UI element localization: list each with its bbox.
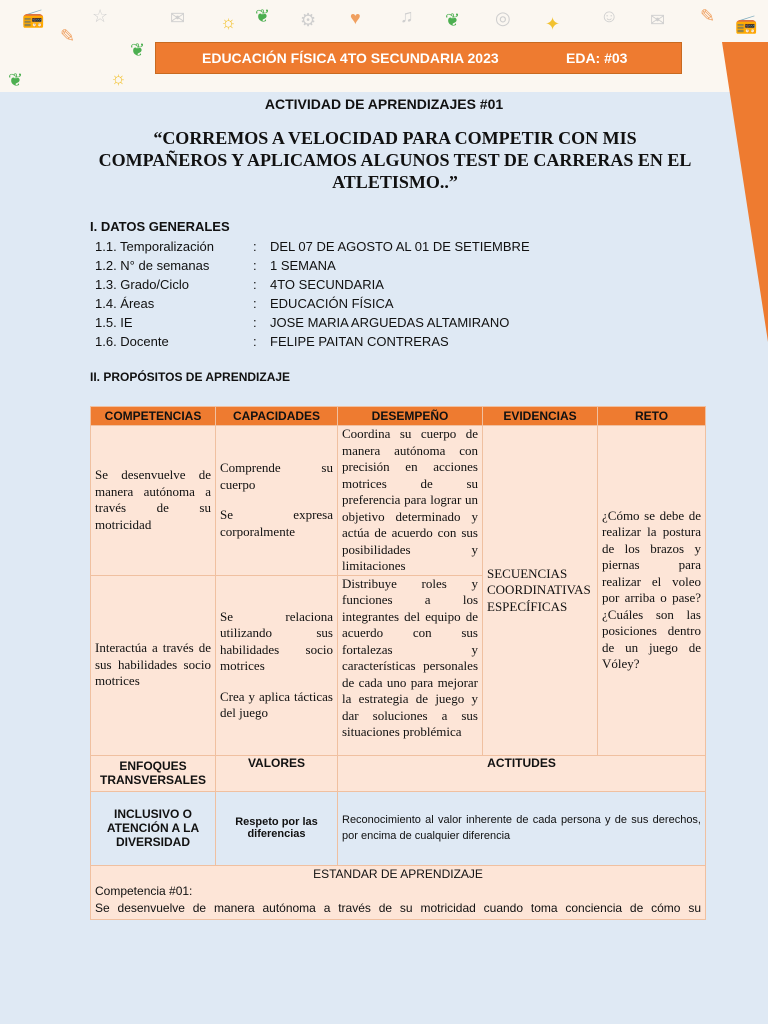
plant-icon: ❦ <box>255 6 271 26</box>
data-label: 1.4. Áreas <box>95 296 155 311</box>
globe-icon: ◎ <box>495 8 511 28</box>
capacidad-cell <box>216 426 338 576</box>
spacer <box>220 493 333 507</box>
pencil-icon: ✎ <box>700 6 716 26</box>
data-label: 1.5. IE <box>95 315 133 330</box>
enfoques-header-row <box>91 755 706 791</box>
music-icon: ♫ <box>400 6 414 26</box>
capacidad-text: Se expresa corporalmente <box>220 507 333 539</box>
eda-label: EDA: #03 <box>566 50 628 66</box>
evidencias-cell: SECUENCIAS COORDINATIVAS ESPECÍFICAS <box>483 426 598 756</box>
table-row <box>91 426 706 576</box>
data-colon: : <box>253 239 257 254</box>
data-row <box>95 258 695 277</box>
data-colon: : <box>253 296 257 311</box>
data-label: 1.2. N° de semanas <box>95 258 210 273</box>
sun-icon: ☼ <box>110 68 127 88</box>
propositos-heading: II. PROPÓSITOS DE APRENDIZAJE <box>90 370 291 384</box>
enfoque-cell: INCLUSIVO O ATENCIÓN A LA DIVERSIDAD <box>91 791 216 865</box>
data-row <box>95 315 695 334</box>
enfoques-row <box>91 791 706 865</box>
estandar-cell <box>91 865 706 919</box>
column-header: DESEMPEÑO <box>338 407 483 426</box>
people-icon: ☺ <box>600 6 619 26</box>
data-value: FELIPE PAITAN CONTRERAS <box>270 334 449 349</box>
estandar-competencia: Competencia #01: <box>95 883 193 898</box>
capacidad-text: Comprende su cuerpo <box>220 460 333 492</box>
heart-icon: ♥ <box>350 8 361 28</box>
table-header-row <box>91 407 706 426</box>
radio-icon: 📻 <box>22 8 45 28</box>
spacer <box>220 675 333 689</box>
desempeno-cell: Coordina su cuerpo de manera autónoma con precisión en acciones motrices de su preferencia para lograr un objetivo determinado y actúa de acuerdo con sus posibilidades y limitaciones <box>338 426 483 576</box>
data-value: EDUCACIÓN FÍSICA <box>270 296 394 311</box>
data-label: 1.3. Grado/Ciclo <box>95 277 189 292</box>
course-title: EDUCACIÓN FÍSICA 4TO SECUNDARIA 2023 <box>202 50 499 66</box>
capacidad-cell <box>216 575 338 755</box>
estandar-row <box>91 865 706 919</box>
leaf-icon: ❦ <box>130 40 146 60</box>
bulb-icon: ✦ <box>545 14 561 34</box>
data-label: 1.6. Docente <box>95 334 169 349</box>
sun-icon: ☼ <box>220 12 237 32</box>
propositos-table <box>90 406 706 920</box>
estandar-text: Se desenvuelve de manera autónoma a través de su motricidad cuando toma conciencia de cómo su <box>95 900 701 915</box>
data-row <box>95 277 695 296</box>
data-value: DEL 07 DE AGOSTO AL 01 DE SETIEMBRE <box>270 239 530 254</box>
actitud-cell: Reconocimiento al valor inherente de cada persona y de sus derechos, por encima de cualquier diferencia <box>338 791 706 865</box>
book-icon: ✉ <box>170 8 186 28</box>
enfoques-header: ENFOQUES TRANSVERSALES <box>91 755 216 791</box>
column-header: EVIDENCIAS <box>483 407 598 426</box>
pencil-icon: ✎ <box>60 26 76 46</box>
competencia-cell: Interactúa a través de sus habilidades socio motrices <box>91 575 216 755</box>
data-value: 4TO SECUNDARIA <box>270 277 384 292</box>
chat-icon: ✉ <box>650 10 666 30</box>
orange-decor-stripe <box>722 42 768 342</box>
reto-cell: ¿Cómo se debe de realizar la postura de los brazos y piernas para realizar el voleo por arriba o pase? ¿Cuáles son las posiciones dentro de un juego de Vóley? <box>598 426 706 756</box>
datos-generales-heading: I. DATOS GENERALES <box>90 219 230 234</box>
radio-icon: 📻 <box>735 14 758 34</box>
data-value: JOSE MARIA ARGUEDAS ALTAMIRANO <box>270 315 510 330</box>
data-label: 1.1. Temporalización <box>95 239 214 254</box>
plant-icon: ❦ <box>445 10 461 30</box>
estandar-heading: ESTANDAR DE APRENDIZAJE <box>313 866 483 881</box>
data-colon: : <box>253 277 257 292</box>
star-icon: ☆ <box>92 6 109 26</box>
gear-icon: ⚙ <box>300 10 317 30</box>
valor-cell: Respeto por las diferencias <box>216 791 338 865</box>
data-value: 1 SEMANA <box>270 258 336 273</box>
data-colon: : <box>253 334 257 349</box>
leaf-icon: ❦ <box>8 70 24 90</box>
desempeno-cell: Distribuye roles y funciones a los integrantes del equipo de acuerdo con sus fortalezas y características personales de cada uno para mejorar la estrategia de juego y dar soluciones a sus situaciones problémica <box>338 575 483 755</box>
competencia-cell: Se desenvuelve de manera autónoma a través de su motricidad <box>91 426 216 576</box>
data-colon: : <box>253 258 257 273</box>
capacidad-text: Se relaciona utilizando sus habilidades socio motrices <box>220 608 333 673</box>
actitudes-header: ACTITUDES <box>338 755 706 791</box>
data-colon: : <box>253 315 257 330</box>
data-row <box>95 296 695 315</box>
column-header: RETO <box>598 407 706 426</box>
data-row <box>95 334 695 353</box>
valores-header: VALORES <box>216 755 338 791</box>
course-title-bar <box>155 42 682 74</box>
column-header: COMPETENCIAS <box>91 407 216 426</box>
capacidad-text: Crea y aplica tácticas del juego <box>220 688 333 720</box>
main-title: “CORREMOS A VELOCIDAD PARA COMPETIR CON MIS COMPAÑEROS Y APLICAMOS ALGUNOS TEST DE CARRERAS EN EL ATLETISMO..” <box>98 128 692 192</box>
data-row <box>95 239 695 258</box>
activity-title: ACTIVIDAD DE APRENDIZAJES #01 <box>264 96 504 112</box>
column-header: CAPACIDADES <box>216 407 338 426</box>
